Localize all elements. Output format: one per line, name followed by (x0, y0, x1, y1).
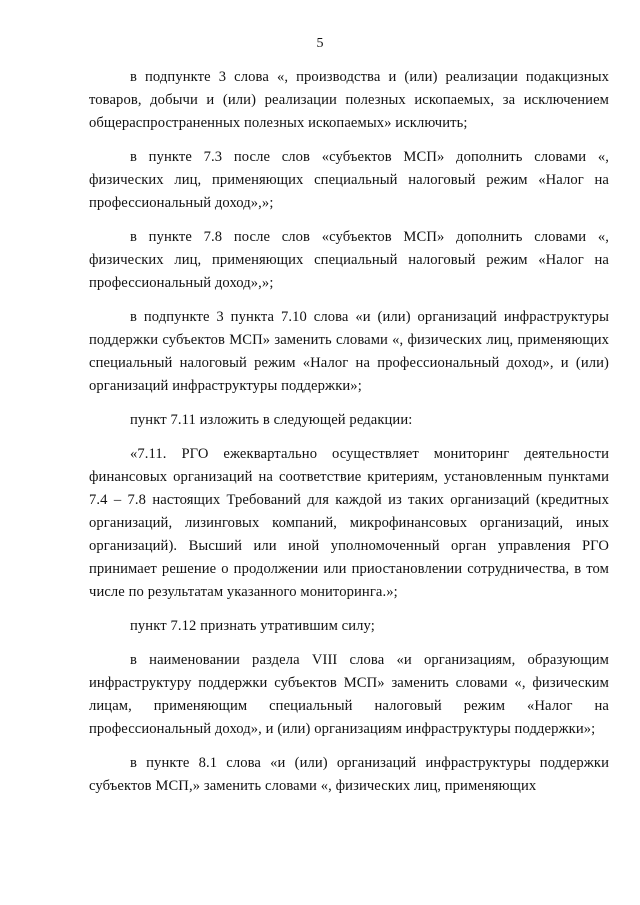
paragraph-clause-7-11-text: «7.11. РГО ежеквартально осуществляет мониторинг деятельности финансовых организаций на соответствие критериям, установленным пунктами 7.4 – 7.8 настоящих Требований для каждой из таких организаций (кредитных организаций, лизинговых компаний, микрофинансовых организаций, иных организаций). Высший или иной уполномоченный орган управления РГО принимает решение о продолжении или приостановлении сотрудничества, в том числе по результатам указанного мониторинга.»; (89, 446, 609, 600)
paragraph-clause-7-10: в подпункте 3 пункта 7.10 слова «и (или) организаций инфраструктуры поддержки субъектов МСП» заменить словами «, физических лиц, применяющих специальный налоговый режим «Налог на профессиональный доход», и (или) организаций инфраструктуры поддержки»; (89, 309, 609, 394)
paragraph-clause-8-1: в пункте 8.1 слова «и (или) организаций инфраструктуры поддержки субъектов МСП,» заменить словами «, физических лиц, применяющих (89, 755, 609, 794)
document-body (89, 66, 609, 809)
paragraph-section-8-title: в наименовании раздела VIII слова «и организациям, образующим инфраструктуру поддержки субъектов МСП» заменить словами «, физическим лицам, применяющим специальный налоговый режим «Налог на профессиональный доход», и (или) организациям инфраструктуры поддержки»; (89, 652, 609, 737)
paragraph-subclause-3: в подпункте 3 слова «, производства и (или) реализации подакцизных товаров, добычи и (или) реализации полезных ископаемых, за исключением общераспространенных полезных ископаемых» исключить; (89, 69, 609, 131)
paragraph-clause-7-11-intro: пункт 7.11 изложить в следующей редакции: (130, 412, 413, 428)
paragraph-clause-7-12: пункт 7.12 признать утратившим силу; (130, 618, 375, 634)
page-number: 5 (316, 36, 324, 51)
paragraph-clause-7-8: в пункте 7.8 после слов «субъектов МСП» дополнить словами «, физических лиц, применяющих специальный налоговый режим «Налог на профессиональный доход»,»; (89, 229, 609, 291)
paragraph-clause-7-3: в пункте 7.3 после слов «субъектов МСП» дополнить словами «, физических лиц, применяющих специальный налоговый режим «Налог на профессиональный доход»,»; (89, 149, 609, 211)
